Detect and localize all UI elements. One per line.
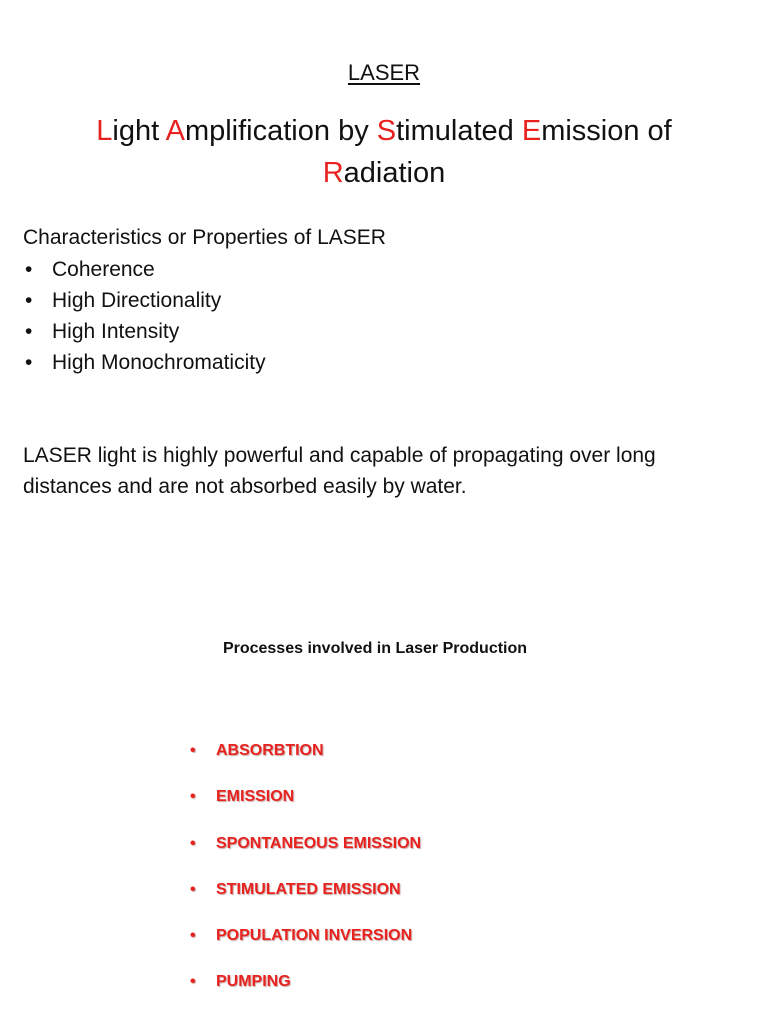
process-item (190, 786, 421, 832)
acronym-letter: E (521, 115, 542, 147)
list-item (23, 349, 266, 380)
bullet-icon: • (25, 320, 33, 343)
properties-list (23, 256, 266, 380)
process-item (190, 740, 421, 786)
acronym-letter: S (376, 115, 397, 147)
acronym-word-rest: timulated (396, 115, 522, 147)
acronym-letter: A (165, 115, 185, 147)
page-title: LASER (347, 60, 421, 85)
process-item-label: POPULATION INVERSION (216, 927, 413, 945)
bullet-icon: • (190, 927, 196, 945)
acronym-line-1 (96, 115, 671, 147)
list-item (23, 318, 266, 349)
acronym-letter: L (96, 115, 113, 147)
list-item-label: High Intensity (52, 320, 180, 343)
list-item-label: High Directionality (52, 289, 222, 312)
acronym-word-rest: adiation (343, 157, 446, 189)
list-item (23, 256, 266, 287)
acronym-word-rest: mplification by (184, 115, 377, 147)
bullet-icon: • (190, 973, 196, 991)
process-item-label: ABSORBTION (216, 742, 324, 759)
bullet-icon: • (190, 742, 196, 759)
process-item-label: STIMULATED EMISSION (216, 880, 401, 898)
process-item (190, 925, 421, 971)
process-item-label: PUMPING (216, 973, 291, 991)
bullet-icon: • (190, 788, 196, 806)
acronym-word-rest: ight (112, 115, 166, 147)
properties-heading: Characteristics or Properties of LASER (23, 226, 386, 249)
bullet-icon: • (25, 258, 33, 281)
acronym-line-2 (323, 157, 446, 189)
bullet-icon: • (25, 351, 33, 374)
bullet-icon: • (190, 834, 196, 852)
processes-heading: Processes involved in Laser Production (222, 640, 528, 657)
processes-list (190, 740, 421, 1018)
process-item (190, 971, 421, 1017)
list-item-label: Coherence (52, 258, 155, 281)
acronym-expansion (40, 110, 728, 194)
laser-description: LASER light is highly powerful and capable of propagating over long distances and are not absorbed easily by water. (23, 444, 656, 498)
acronym-word-rest: mission of (541, 115, 672, 147)
acronym-letter: R (322, 157, 344, 189)
process-item-label: SPONTANEOUS EMISSION (216, 834, 422, 852)
list-item (23, 287, 266, 318)
process-item (190, 833, 421, 879)
list-item-label: High Monochromaticity (52, 351, 266, 374)
bullet-icon: • (190, 880, 196, 898)
process-item (190, 879, 421, 925)
bullet-icon: • (25, 289, 33, 312)
process-item-label: EMISSION (216, 788, 295, 806)
